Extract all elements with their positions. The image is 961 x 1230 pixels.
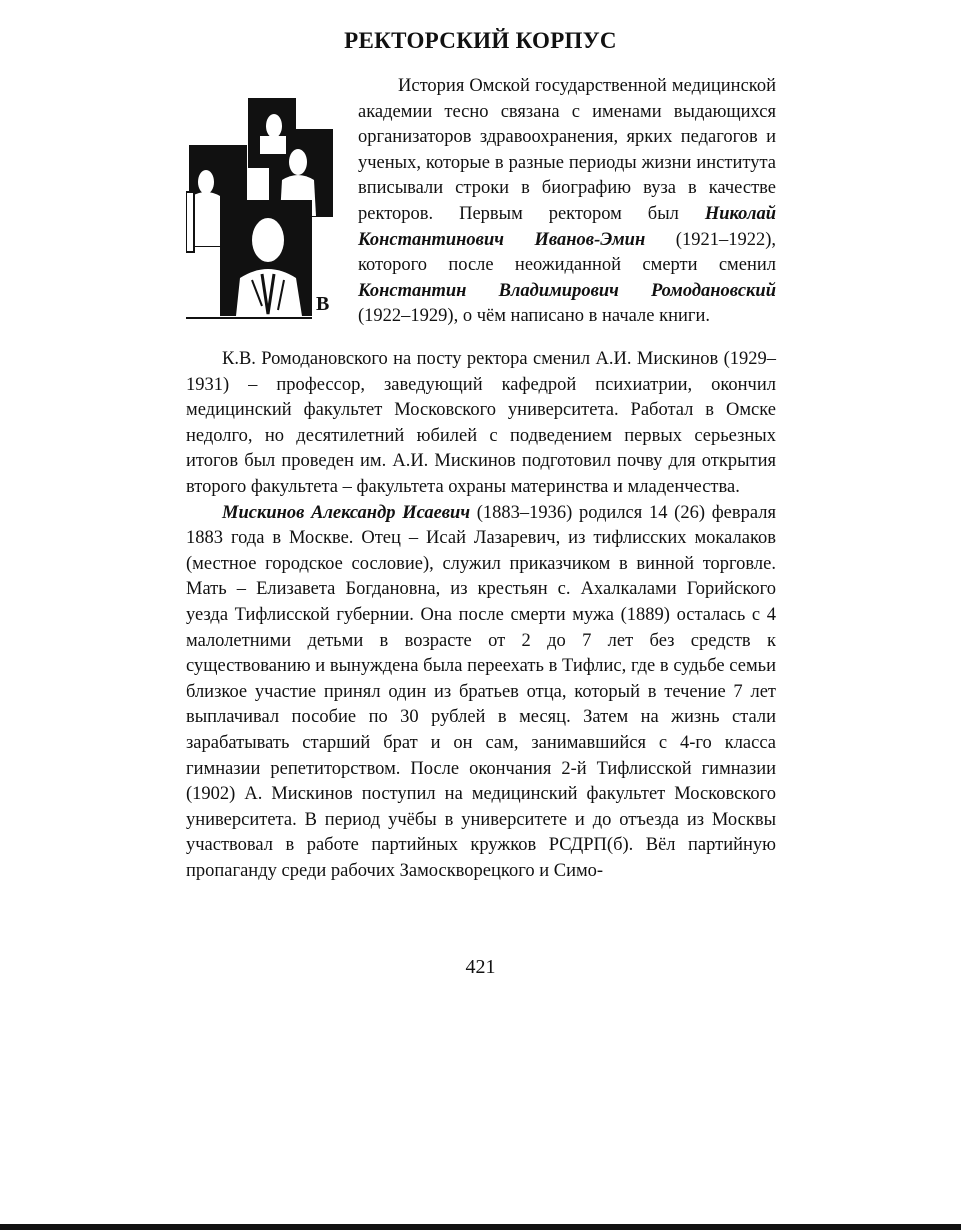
intro-text-3: (1922–1929), о чём написано в начале книги. <box>358 306 711 327</box>
paragraph-miskinov-biography <box>186 501 776 885</box>
biography-text: (1883–1936) родился 14 (26) февраля 1883 года в Москве. Отец – Исай Лазаревич, из тифлисских мокалаков (местное городское сословие), служил приказчиком в винной торговле. Мать – Елизавета Богдановна, из крестьян с. Ахалкалами Горийского уезда Тифлисской губернии. Она после смерти мужа (1889) осталась с 4 малолетними детьми в возрасте от 2 до 7 лет без средств к существованию и вынуждена была переехать в Тифлис, где в судьбе семьи близкое участие принял один из братьев отца, который в течение 7 лет выплачивал пособие по 30 рублей в месяц. Затем на жизнь стали зарабатывать старший брат и он сам, занимавшийся с 4-го класса гимназии репетиторством. После окончания 2-й Тифлисской гимназии (1902) А. Мискинов поступил на медицинский факультет Московского университета. В период учёбы в университете и до отъезда из Москвы участвовал в работе партийных кружков РСДРП(б). Вёл партийную пропаганду среди рабочих Замоскворецкого и Симо- <box>186 502 776 881</box>
rector-name-romodanovsky: Константин Владимирович Ромодановский <box>358 280 776 301</box>
intro-text-2: (1921–1922), которого после неожиданной смерти сменил <box>358 229 777 276</box>
svg-text:В: В <box>316 293 330 315</box>
intro-text-1: История Омской государственной медицинской академии тесно связана с именами выдающихся организаторов здравоохранения, ярких педагогов и ученых, которые в разные периоды жизни института вписывали строки в биографию вуза в качестве ректоров. Первым ректором был <box>358 76 776 224</box>
page-edge-divider <box>0 1224 961 1230</box>
body-text <box>186 347 776 884</box>
rector-name-miskinov: Мискинов Александр Исаевич <box>222 502 471 523</box>
rector-name-ivanov-emin: Николай Константинович Иванов-Эмин <box>358 203 776 250</box>
paragraph-miskinov-succession: К.В. Ромодановского на посту ректора сменил А.И. Мискинов (1929–1931) – профессор, заведующий кафедрой психиатрии, окончил медицинский факультет Московского университета. Работал в Омске недолго, но десятилетний юбилей с подведением первых серьезных итогов был проведен им. А.И. Мискинов подготовил почву для открытия второго факультета – факультета охраны материнства и младенчества. <box>186 349 776 497</box>
page-number: 421 <box>465 956 496 978</box>
page-title: РЕКТОРСКИЙ КОРПУС <box>344 28 617 53</box>
rectors-emblem-icon <box>186 96 336 324</box>
intro-paragraph <box>358 74 776 330</box>
